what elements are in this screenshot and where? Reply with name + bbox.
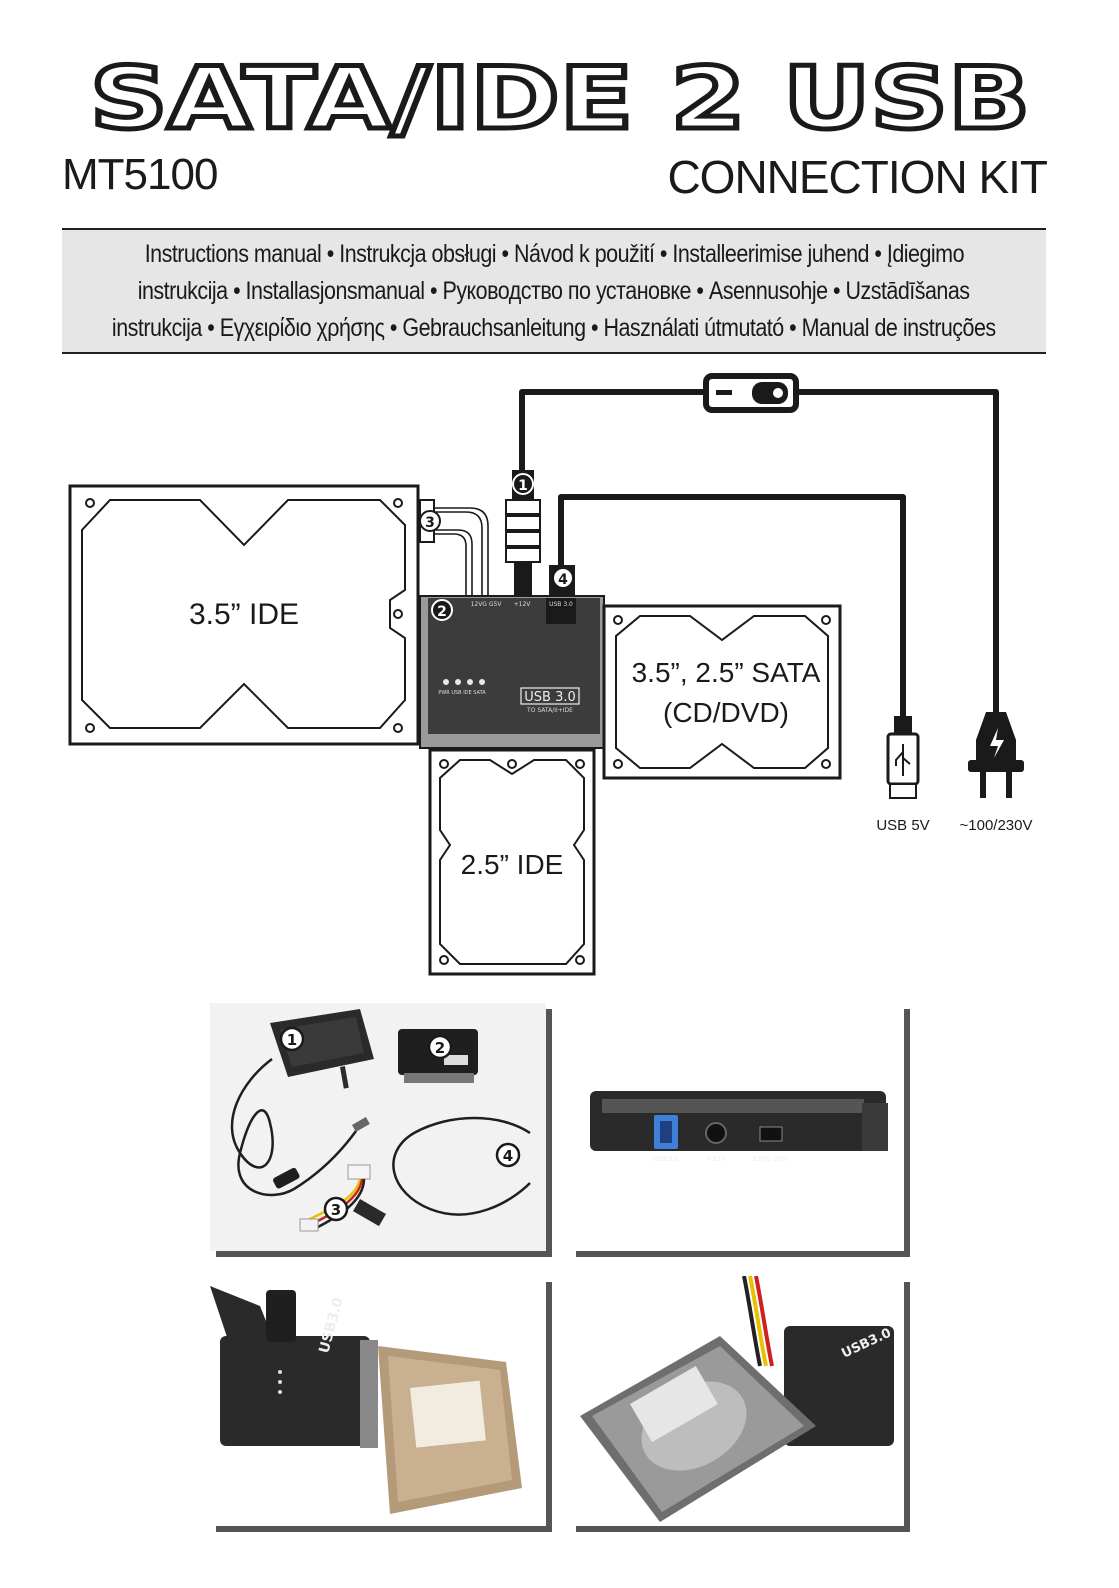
photo-badge-2: USB3.0: [839, 1325, 894, 1362]
callout-4: [553, 568, 573, 588]
svg-text:2: 2: [434, 1039, 446, 1057]
drive-sata-label: 3.5”, 2.5” SATA: [631, 657, 821, 688]
callout-2: [432, 600, 452, 620]
subtitle: CONNECTION KIT: [667, 151, 1047, 203]
usb-plug-icon: [888, 716, 918, 798]
language-line: instrukcija • Εγχειρίδιο χρήσης • Gebrauchsanleitung • Használati útmutató • Manual de instruções: [112, 313, 996, 342]
title-logo: [80, 60, 1040, 140]
side-label-usb: USB3.0: [653, 1155, 679, 1163]
photo-adapter-with-3-5-drive: [570, 1276, 904, 1526]
model-number: MT5100: [62, 150, 218, 199]
adapter-badge: USB 3.0: [524, 690, 576, 705]
callout-3: [420, 511, 440, 531]
port-label-12v: +12V: [513, 601, 531, 608]
drive-ide-25-label: 2.5” IDE: [460, 849, 564, 880]
svg-text:3: 3: [330, 1201, 342, 1219]
photo-kit-contents: [210, 1003, 546, 1251]
led-labels: PWR USB IDE SATA: [438, 690, 486, 696]
adapter-badge-sub: TO SATA/II+IDE: [527, 707, 573, 714]
callout-1: [513, 474, 533, 494]
drive-ide-25: [430, 750, 594, 974]
side-label-12v: +12V: [706, 1155, 726, 1163]
side-label-12vg: 12VG G5V: [751, 1155, 789, 1163]
photo-adapter-side: [570, 1003, 904, 1251]
power-voltage-label: ~100/230V: [959, 817, 1033, 834]
svg-text:2: 2: [437, 604, 447, 620]
photo-adapter-with-2-5-drive: [210, 1276, 546, 1526]
photo-badge: USB3.0: [316, 1295, 347, 1356]
connection-diagram: [0, 360, 1119, 1000]
svg-text:1: 1: [286, 1031, 298, 1049]
usb-5v-label: USB 5V: [876, 817, 930, 834]
language-line: Instructions manual • Instrukcja obsługi • Návod k použití • Installeerimise juhend • Įdiegimo: [144, 239, 964, 268]
drive-sata-sublabel: (CD/DVD): [663, 697, 789, 728]
language-line: instrukcija • Installasjonsmanual • Руководство по установке • Asennusohje • Uzstādīšanas: [138, 276, 970, 305]
drive-ide-35-label: 3.5” IDE: [188, 598, 300, 631]
svg-text:1: 1: [518, 478, 528, 494]
language-list: [62, 228, 1046, 354]
drive-ide-35: [70, 486, 418, 744]
svg-text:4: 4: [558, 572, 568, 588]
svg-text:4: 4: [502, 1147, 514, 1165]
power-switch-icon: [706, 376, 796, 410]
svg-text:3: 3: [425, 515, 435, 531]
port-label-usb: USB 3.0: [549, 601, 573, 608]
port-label-12v-g5v: 12VG G5V: [470, 601, 502, 608]
drive-sata: [604, 606, 840, 778]
title-text: SATA/IDE 2 USB: [90, 60, 1030, 140]
power-plug-icon: [968, 712, 1024, 798]
